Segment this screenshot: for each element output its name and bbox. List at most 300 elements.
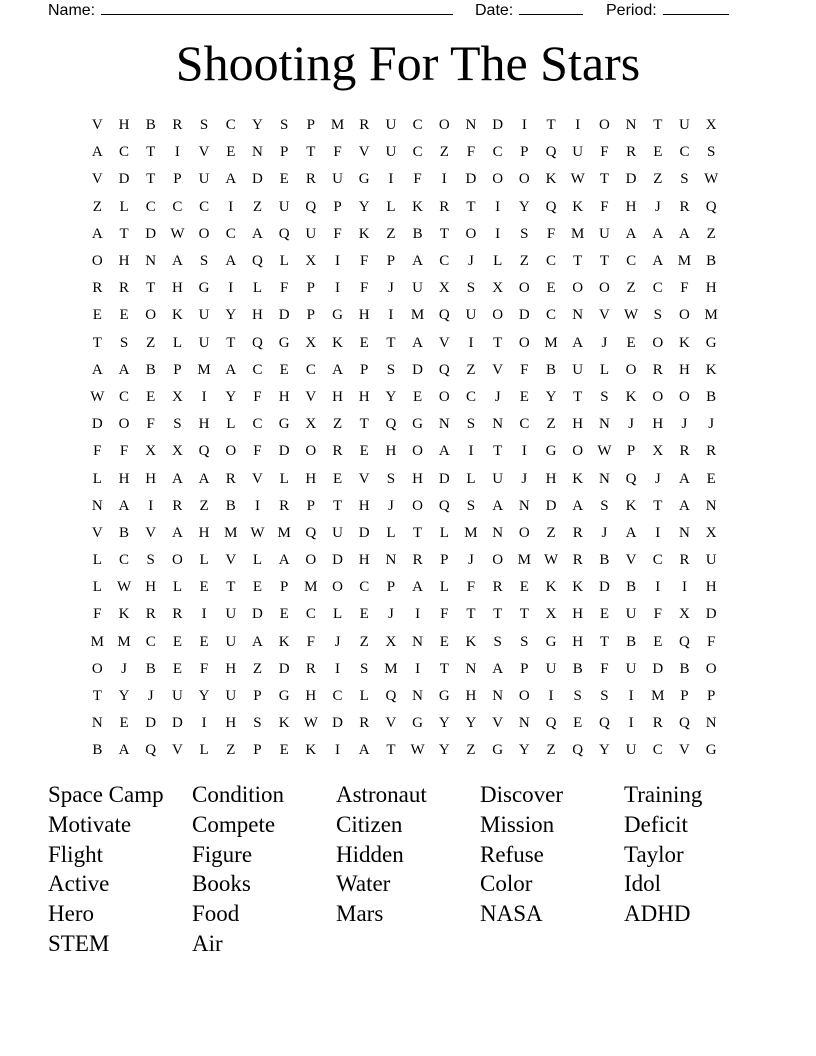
grid-letter[interactable]: N (572, 307, 584, 324)
grid-letter[interactable]: B (145, 361, 156, 378)
grid-letter[interactable]: C (145, 198, 156, 215)
grid-letter[interactable]: A (492, 497, 504, 514)
grid-letter[interactable]: P (279, 144, 289, 161)
grid-letter[interactable]: A (118, 497, 130, 514)
grid-letter[interactable]: I (335, 660, 341, 677)
grid-letter[interactable]: N (465, 117, 477, 134)
grid-letter[interactable]: N (145, 253, 157, 270)
grid-letter[interactable]: Q (305, 198, 317, 215)
grid-letter[interactable]: C (439, 253, 450, 270)
grid-letter[interactable]: O (652, 388, 664, 405)
grid-letter[interactable]: T (359, 416, 369, 433)
grid-letter[interactable]: O (305, 552, 317, 569)
grid-letter[interactable]: H (225, 660, 237, 677)
grid-letter[interactable]: F (466, 144, 476, 161)
grid-letter[interactable]: N (598, 416, 610, 433)
grid-letter[interactable]: Z (546, 524, 556, 541)
grid-letter[interactable]: L (199, 552, 209, 569)
grid-letter[interactable]: I (468, 334, 474, 351)
grid-letter[interactable]: S (706, 144, 716, 161)
grid-letter[interactable]: L (386, 198, 396, 215)
grid-letter[interactable]: E (413, 388, 423, 405)
grid-letter[interactable]: F (440, 606, 449, 623)
grid-letter[interactable]: U (278, 198, 290, 215)
grid-letter[interactable]: Z (226, 742, 236, 759)
grid-letter[interactable]: P (680, 688, 689, 705)
grid-letter[interactable]: T (92, 334, 102, 351)
grid-letter[interactable]: H (545, 470, 557, 487)
grid-letter[interactable]: E (119, 307, 129, 324)
grid-letter[interactable]: L (119, 198, 129, 215)
grid-letter[interactable]: V (305, 388, 317, 405)
grid-letter[interactable]: W (570, 171, 585, 188)
grid-letter[interactable]: W (250, 524, 265, 541)
grid-letter[interactable]: L (172, 579, 182, 596)
grid-letter[interactable]: K (358, 225, 370, 242)
grid-letter[interactable]: T (599, 633, 609, 650)
grid-letter[interactable]: X (652, 443, 664, 460)
grid-letter[interactable]: S (253, 715, 262, 732)
grid-letter[interactable]: C (305, 606, 316, 623)
grid-letter[interactable]: D (705, 606, 717, 623)
grid-letter[interactable]: X (705, 117, 717, 134)
grid-letter[interactable]: P (440, 552, 449, 569)
grid-letter[interactable]: N (705, 497, 717, 514)
grid-letter[interactable]: V (358, 470, 370, 487)
grid-letter[interactable]: W (624, 307, 639, 324)
grid-letter[interactable]: B (412, 225, 423, 242)
grid-letter[interactable]: Q (385, 688, 397, 705)
grid-letter[interactable]: D (118, 171, 130, 188)
grid-letter[interactable]: P (360, 361, 369, 378)
grid-letter[interactable]: I (335, 253, 341, 270)
grid-letter[interactable]: R (359, 715, 370, 732)
grid-letter[interactable]: R (679, 552, 690, 569)
grid-letter[interactable]: N (91, 715, 103, 732)
grid-letter[interactable]: M (384, 660, 398, 677)
grid-letter[interactable]: N (492, 416, 504, 433)
grid-letter[interactable]: D (625, 171, 637, 188)
grid-letter[interactable]: Z (199, 497, 209, 514)
grid-letter[interactable]: H (358, 552, 370, 569)
grid-letter[interactable]: R (332, 443, 343, 460)
grid-letter[interactable]: G (278, 334, 290, 351)
grid-letter[interactable]: L (493, 253, 503, 270)
grid-letter[interactable]: U (625, 742, 637, 759)
grid-letter[interactable]: S (653, 307, 662, 324)
grid-letter[interactable]: F (680, 280, 689, 297)
grid-letter[interactable]: O (305, 443, 317, 460)
grid-letter[interactable]: U (572, 361, 584, 378)
grid-letter[interactable]: E (172, 660, 182, 677)
grid-letter[interactable]: G (705, 334, 717, 351)
grid-letter[interactable]: E (279, 606, 289, 623)
grid-letter[interactable]: R (492, 579, 503, 596)
grid-letter[interactable]: R (119, 280, 130, 297)
grid-letter[interactable]: B (572, 660, 583, 677)
grid-letter[interactable]: A (492, 660, 504, 677)
grid-letter[interactable]: D (145, 225, 157, 242)
grid-letter[interactable]: A (679, 225, 690, 242)
grid-letter[interactable]: B (546, 361, 557, 378)
grid-letter[interactable]: C (119, 144, 130, 161)
grid-letter[interactable]: Q (705, 198, 717, 215)
grid-letter[interactable]: H (412, 470, 424, 487)
grid-letter[interactable]: R (679, 198, 690, 215)
grid-letter[interactable]: T (599, 253, 609, 270)
grid-letter[interactable]: F (360, 280, 369, 297)
grid-letter[interactable]: Q (545, 715, 557, 732)
grid-letter[interactable]: F (146, 416, 155, 433)
grid-letter[interactable]: C (119, 552, 130, 569)
grid-letter[interactable]: B (145, 660, 156, 677)
grid-letter[interactable]: D (518, 307, 530, 324)
grid-letter[interactable]: A (171, 524, 183, 541)
grid-letter[interactable]: Z (332, 416, 343, 433)
grid-letter[interactable]: R (305, 660, 316, 677)
grid-letter[interactable]: C (652, 742, 663, 759)
grid-letter[interactable]: S (466, 280, 476, 297)
grid-letter[interactable]: D (438, 470, 450, 487)
grid-letter[interactable]: H (705, 280, 717, 297)
grid-letter[interactable]: V (225, 552, 237, 569)
grid-letter[interactable]: U (545, 660, 557, 677)
grid-letter[interactable]: W (410, 742, 425, 759)
grid-letter[interactable]: U (705, 552, 717, 569)
grid-letter[interactable]: O (145, 307, 157, 324)
grid-letter[interactable]: B (626, 579, 637, 596)
grid-letter[interactable]: R (572, 552, 583, 569)
grid-letter[interactable]: R (172, 606, 183, 623)
grid-letter[interactable]: T (226, 334, 236, 351)
grid-letter[interactable]: S (520, 633, 529, 650)
grid-letter[interactable]: Q (385, 416, 397, 433)
grid-letter[interactable]: A (332, 361, 343, 378)
grid-letter[interactable]: I (388, 171, 394, 188)
grid-letter[interactable]: O (225, 443, 237, 460)
grid-letter[interactable]: P (386, 253, 396, 270)
grid-letter[interactable]: E (332, 470, 343, 487)
grid-letter[interactable]: O (438, 388, 450, 405)
grid-letter[interactable]: F (413, 171, 422, 188)
grid-letter[interactable]: A (652, 225, 664, 242)
grid-letter[interactable]: O (679, 388, 690, 405)
grid-letter[interactable]: C (412, 144, 423, 161)
name-blank[interactable] (101, 0, 453, 15)
grid-letter[interactable]: G (705, 742, 717, 759)
grid-letter[interactable]: B (599, 552, 610, 569)
grid-letter[interactable]: K (171, 307, 183, 324)
grid-letter[interactable]: K (545, 579, 557, 596)
grid-letter[interactable]: G (198, 280, 210, 297)
grid-letter[interactable]: S (600, 497, 609, 514)
grid-letter[interactable]: C (519, 416, 530, 433)
grid-letter[interactable]: S (199, 253, 209, 270)
grid-letter[interactable]: K (545, 171, 557, 188)
grid-letter[interactable]: C (465, 388, 476, 405)
grid-letter[interactable]: I (468, 443, 474, 460)
grid-letter[interactable]: G (358, 171, 370, 188)
grid-letter[interactable]: V (492, 715, 504, 732)
grid-letter[interactable]: M (224, 524, 238, 541)
grid-letter[interactable]: U (225, 633, 237, 650)
grid-letter[interactable]: R (626, 144, 637, 161)
grid-letter[interactable]: T (466, 198, 476, 215)
grid-letter[interactable]: U (198, 334, 210, 351)
grid-letter[interactable]: U (332, 171, 343, 188)
grid-letter[interactable]: H (225, 715, 237, 732)
grid-letter[interactable]: W (303, 715, 318, 732)
grid-letter[interactable]: A (572, 334, 584, 351)
grid-letter[interactable]: E (226, 144, 236, 161)
grid-letter[interactable]: C (679, 144, 690, 161)
grid-letter[interactable]: E (146, 388, 156, 405)
grid-letter[interactable]: O (625, 361, 637, 378)
grid-letter[interactable]: F (93, 443, 102, 460)
grid-letter[interactable]: S (146, 552, 155, 569)
grid-letter[interactable]: G (412, 715, 424, 732)
grid-letter[interactable]: L (252, 552, 263, 569)
grid-letter[interactable]: W (170, 225, 185, 242)
grid-letter[interactable]: P (626, 443, 636, 460)
grid-letter[interactable]: M (304, 579, 318, 596)
grid-letter[interactable]: R (305, 171, 316, 188)
grid-letter[interactable]: T (92, 688, 102, 705)
grid-letter[interactable]: O (198, 225, 210, 242)
grid-letter[interactable]: M (197, 361, 211, 378)
grid-letter[interactable]: J (628, 416, 635, 433)
grid-letter[interactable]: C (145, 633, 156, 650)
grid-letter[interactable]: Y (518, 198, 530, 215)
grid-letter[interactable]: I (335, 280, 341, 297)
grid-letter[interactable]: J (708, 416, 715, 433)
grid-letter[interactable]: C (119, 388, 130, 405)
grid-letter[interactable]: X (492, 280, 504, 297)
grid-letter[interactable]: R (359, 117, 370, 134)
grid-letter[interactable]: P (386, 579, 396, 596)
grid-letter[interactable]: D (598, 579, 610, 596)
grid-letter[interactable]: O (572, 280, 584, 297)
grid-letter[interactable]: E (199, 579, 209, 596)
grid-letter[interactable]: Q (545, 198, 557, 215)
grid-letter[interactable]: D (358, 524, 370, 541)
grid-letter[interactable]: I (441, 171, 447, 188)
grid-letter[interactable]: N (705, 715, 717, 732)
date-field[interactable] (475, 0, 583, 20)
grid-letter[interactable]: C (412, 117, 423, 134)
grid-letter[interactable]: T (413, 524, 423, 541)
grid-letter[interactable]: J (654, 470, 661, 487)
grid-letter[interactable]: M (117, 633, 131, 650)
grid-letter[interactable]: V (358, 144, 370, 161)
grid-letter[interactable]: O (679, 307, 690, 324)
grid-letter[interactable]: W (90, 388, 105, 405)
grid-letter[interactable]: X (305, 416, 317, 433)
grid-letter[interactable]: L (279, 470, 289, 487)
grid-letter[interactable]: X (145, 443, 157, 460)
grid-letter[interactable]: K (625, 388, 637, 405)
grid-letter[interactable]: Y (358, 198, 370, 215)
grid-letter[interactable]: V (198, 144, 210, 161)
grid-letter[interactable]: R (145, 606, 156, 623)
grid-letter[interactable]: E (706, 470, 716, 487)
grid-letter[interactable]: H (332, 388, 343, 405)
grid-letter[interactable]: O (118, 416, 130, 433)
grid-letter[interactable]: K (305, 742, 317, 759)
grid-letter[interactable]: S (573, 688, 582, 705)
grid-letter[interactable]: P (306, 280, 316, 297)
grid-letter[interactable]: J (147, 688, 154, 705)
grid-letter[interactable]: E (439, 633, 449, 650)
grid-letter[interactable]: X (679, 606, 690, 623)
grid-letter[interactable]: M (90, 633, 105, 650)
grid-letter[interactable]: Y (225, 307, 237, 324)
grid-letter[interactable]: W (704, 171, 719, 188)
grid-letter[interactable]: Q (598, 715, 610, 732)
grid-letter[interactable]: O (171, 552, 183, 569)
grid-letter[interactable]: M (464, 524, 478, 541)
grid-letter[interactable]: Y (545, 388, 557, 405)
grid-letter[interactable]: H (171, 280, 183, 297)
grid-letter[interactable]: D (545, 497, 557, 514)
grid-letter[interactable]: G (412, 416, 424, 433)
grid-letter[interactable]: T (119, 225, 129, 242)
grid-letter[interactable]: C (199, 198, 210, 215)
grid-letter[interactable]: N (438, 416, 450, 433)
grid-letter[interactable]: Q (198, 443, 210, 460)
grid-letter[interactable]: V (252, 470, 263, 487)
grid-letter[interactable]: N (625, 117, 637, 134)
grid-letter[interactable]: D (171, 715, 183, 732)
grid-letter[interactable]: A (679, 470, 690, 487)
grid-letter[interactable]: J (654, 198, 661, 215)
grid-letter[interactable]: P (306, 307, 316, 324)
grid-letter[interactable]: J (387, 606, 394, 623)
period-blank[interactable] (663, 0, 729, 15)
grid-letter[interactable]: L (199, 742, 209, 759)
grid-letter[interactable]: S (386, 470, 396, 487)
grid-letter[interactable]: I (415, 660, 421, 677)
grid-letter[interactable]: C (172, 198, 183, 215)
grid-letter[interactable]: O (598, 280, 610, 297)
grid-letter[interactable]: T (332, 497, 343, 514)
grid-letter[interactable]: H (572, 606, 584, 623)
grid-letter[interactable]: I (174, 144, 180, 161)
grid-letter[interactable]: R (92, 280, 103, 297)
grid-letter[interactable]: K (572, 579, 584, 596)
grid-letter[interactable]: L (359, 688, 369, 705)
name-field[interactable] (48, 0, 453, 20)
grid-letter[interactable]: I (655, 524, 661, 541)
grid-letter[interactable]: H (145, 579, 157, 596)
grid-letter[interactable]: J (601, 334, 608, 351)
grid-letter[interactable]: U (492, 470, 504, 487)
grid-letter[interactable]: V (598, 307, 610, 324)
grid-letter[interactable]: S (680, 171, 689, 188)
grid-letter[interactable]: E (573, 715, 583, 732)
grid-letter[interactable]: G (278, 688, 290, 705)
grid-letter[interactable]: R (412, 552, 423, 569)
grid-letter[interactable]: I (228, 280, 234, 297)
grid-letter[interactable]: Y (438, 742, 450, 759)
grid-letter[interactable]: S (173, 416, 182, 433)
grid-letter[interactable]: S (386, 361, 396, 378)
grid-letter[interactable]: E (359, 606, 369, 623)
grid-letter[interactable]: N (598, 470, 610, 487)
grid-letter[interactable]: B (706, 388, 717, 405)
grid-letter[interactable]: U (198, 171, 210, 188)
grid-letter[interactable]: B (679, 660, 690, 677)
grid-letter[interactable]: D (252, 606, 263, 623)
grid-letter[interactable]: O (412, 443, 424, 460)
grid-letter[interactable]: J (387, 280, 394, 297)
grid-letter[interactable]: U (385, 144, 397, 161)
grid-letter[interactable]: H (625, 198, 637, 215)
grid-letter[interactable]: F (306, 633, 316, 650)
grid-letter[interactable]: A (412, 253, 424, 270)
grid-letter[interactable]: N (518, 715, 530, 732)
grid-letter[interactable]: H (572, 633, 584, 650)
grid-letter[interactable]: F (600, 660, 609, 677)
grid-letter[interactable]: E (519, 579, 529, 596)
date-blank[interactable] (519, 0, 583, 15)
grid-letter[interactable]: W (543, 552, 559, 569)
grid-letter[interactable]: L (252, 280, 263, 297)
grid-letter[interactable]: E (359, 334, 369, 351)
grid-letter[interactable]: O (91, 660, 103, 677)
grid-letter[interactable]: X (305, 334, 317, 351)
grid-letter[interactable]: H (198, 416, 210, 433)
grid-letter[interactable]: F (600, 144, 609, 161)
grid-letter[interactable]: X (171, 443, 183, 460)
grid-letter[interactable]: Q (572, 742, 584, 759)
grid-letter[interactable]: Z (92, 198, 102, 215)
grid-letter[interactable]: E (599, 606, 609, 623)
grid-letter[interactable]: Q (625, 470, 637, 487)
grid-letter[interactable]: B (145, 117, 156, 134)
grid-letter[interactable]: F (279, 280, 289, 297)
grid-letter[interactable]: I (628, 715, 634, 732)
grid-letter[interactable]: Y (465, 715, 477, 732)
grid-letter[interactable]: D (332, 715, 343, 732)
grid-letter[interactable]: F (546, 225, 556, 242)
grid-letter[interactable]: F (360, 253, 369, 270)
grid-letter[interactable]: L (92, 470, 102, 487)
grid-letter[interactable]: A (118, 742, 130, 759)
grid-letter[interactable]: H (679, 361, 690, 378)
grid-letter[interactable]: O (332, 579, 343, 596)
grid-letter[interactable]: P (173, 361, 182, 378)
grid-letter[interactable]: I (521, 443, 527, 460)
grid-letter[interactable]: R (172, 117, 183, 134)
grid-letter[interactable]: Z (653, 171, 663, 188)
grid-letter[interactable]: N (385, 552, 397, 569)
grid-letter[interactable]: D (145, 715, 157, 732)
grid-letter[interactable]: I (201, 715, 207, 732)
grid-letter[interactable]: K (625, 497, 637, 514)
grid-letter[interactable]: V (492, 361, 504, 378)
grid-letter[interactable]: N (252, 144, 263, 161)
grid-letter[interactable]: C (305, 361, 316, 378)
grid-letter[interactable]: T (493, 606, 503, 623)
grid-letter[interactable]: C (359, 579, 370, 596)
grid-letter[interactable]: Z (359, 633, 369, 650)
grid-letter[interactable]: Z (466, 742, 476, 759)
grid-letter[interactable]: H (358, 497, 370, 514)
grid-letter[interactable]: F (520, 361, 529, 378)
grid-letter[interactable]: K (278, 715, 290, 732)
grid-letter[interactable]: P (253, 742, 262, 759)
